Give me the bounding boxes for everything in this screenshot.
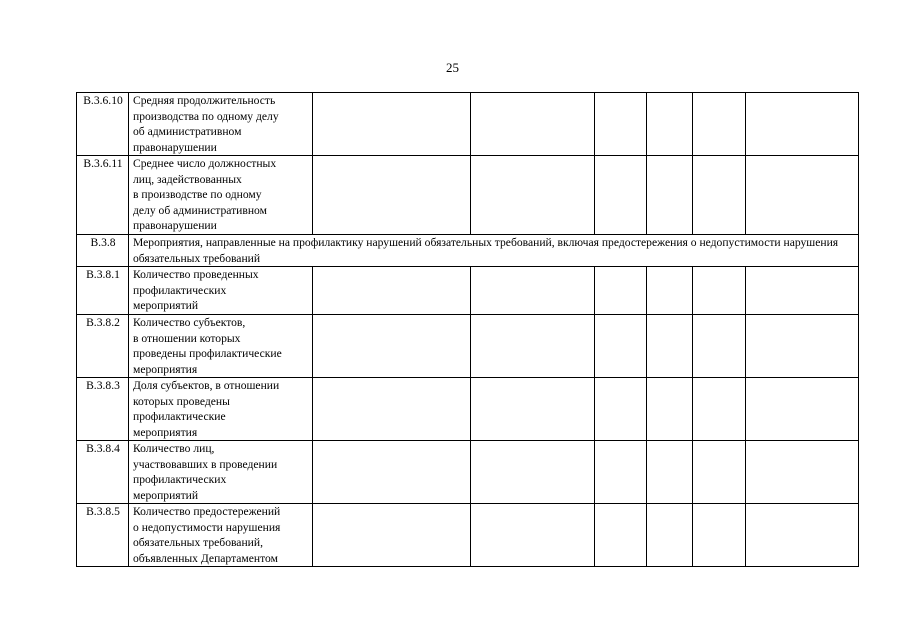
row-code: В.3.8.1 (77, 267, 129, 315)
table-cell (471, 441, 595, 504)
row-code: В.3.8.3 (77, 378, 129, 441)
table-cell (693, 378, 746, 441)
row-name: Доля субъектов, в отношении которых проведены профилактические мероприятия (129, 378, 313, 441)
table-row (77, 267, 859, 315)
table-cell (313, 315, 471, 378)
table-cell (313, 504, 471, 567)
table-cell (595, 441, 647, 504)
table-row (77, 504, 859, 567)
table-cell (746, 156, 859, 235)
row-name: Количество субъектов, в отношении которых проведены профилактические мероприятия (129, 315, 313, 378)
table-cell (595, 378, 647, 441)
table-cell (693, 93, 746, 156)
table-cell (693, 267, 746, 315)
table-row (77, 315, 859, 378)
table-cell (471, 156, 595, 235)
table-cell (313, 378, 471, 441)
table-cell (693, 504, 746, 567)
table-cell (471, 93, 595, 156)
table-cell (595, 93, 647, 156)
row-code: В.3.6.10 (77, 93, 129, 156)
row-name: Количество проведенных профилактических мероприятий (129, 267, 313, 315)
row-code: В.3.8.5 (77, 504, 129, 567)
table-cell (746, 504, 859, 567)
row-code: В.3.8 (77, 235, 129, 267)
table-cell (647, 267, 693, 315)
table-cell (647, 156, 693, 235)
table-cell (746, 267, 859, 315)
table-cell (471, 378, 595, 441)
table-row (77, 378, 859, 441)
section-title: Мероприятия, направленные на профилактику нарушений обязательных требований, включая предостережения о недопустимости нарушения обязательных требований (129, 235, 859, 267)
table-cell (313, 156, 471, 235)
table-row (77, 93, 859, 156)
table-cell (647, 378, 693, 441)
table-cell (647, 315, 693, 378)
table-cell (595, 267, 647, 315)
table-cell (313, 267, 471, 315)
table-cell (746, 93, 859, 156)
table-cell (693, 315, 746, 378)
table-row (77, 441, 859, 504)
row-name: Количество предостережений о недопустимости нарушения обязательных требований, объявленных Департаментом (129, 504, 313, 567)
report-table (76, 92, 859, 567)
table-cell (647, 441, 693, 504)
row-name: Количество лиц, участвовавших в проведении профилактических мероприятий (129, 441, 313, 504)
table-cell (595, 156, 647, 235)
row-name: Средняя продолжительность производства по одному делу об административном правонарушении (129, 93, 313, 156)
table-cell (647, 504, 693, 567)
table-cell (471, 267, 595, 315)
table-cell (746, 441, 859, 504)
row-code: В.3.8.2 (77, 315, 129, 378)
table-row-section (77, 235, 859, 267)
table-cell (647, 93, 693, 156)
table-cell (595, 315, 647, 378)
table-cell (693, 156, 746, 235)
table-cell (313, 93, 471, 156)
table-cell (595, 504, 647, 567)
page-number: 25 (446, 60, 459, 75)
table-row (77, 156, 859, 235)
row-code: В.3.6.11 (77, 156, 129, 235)
table-cell (746, 378, 859, 441)
table-cell (471, 315, 595, 378)
row-code: В.3.8.4 (77, 441, 129, 504)
table-cell (693, 441, 746, 504)
table-cell (746, 315, 859, 378)
table-cell (471, 504, 595, 567)
table-cell (313, 441, 471, 504)
row-name: Среднее число должностных лиц, задействованных в производстве по одному делу об административном правонарушении (129, 156, 313, 235)
